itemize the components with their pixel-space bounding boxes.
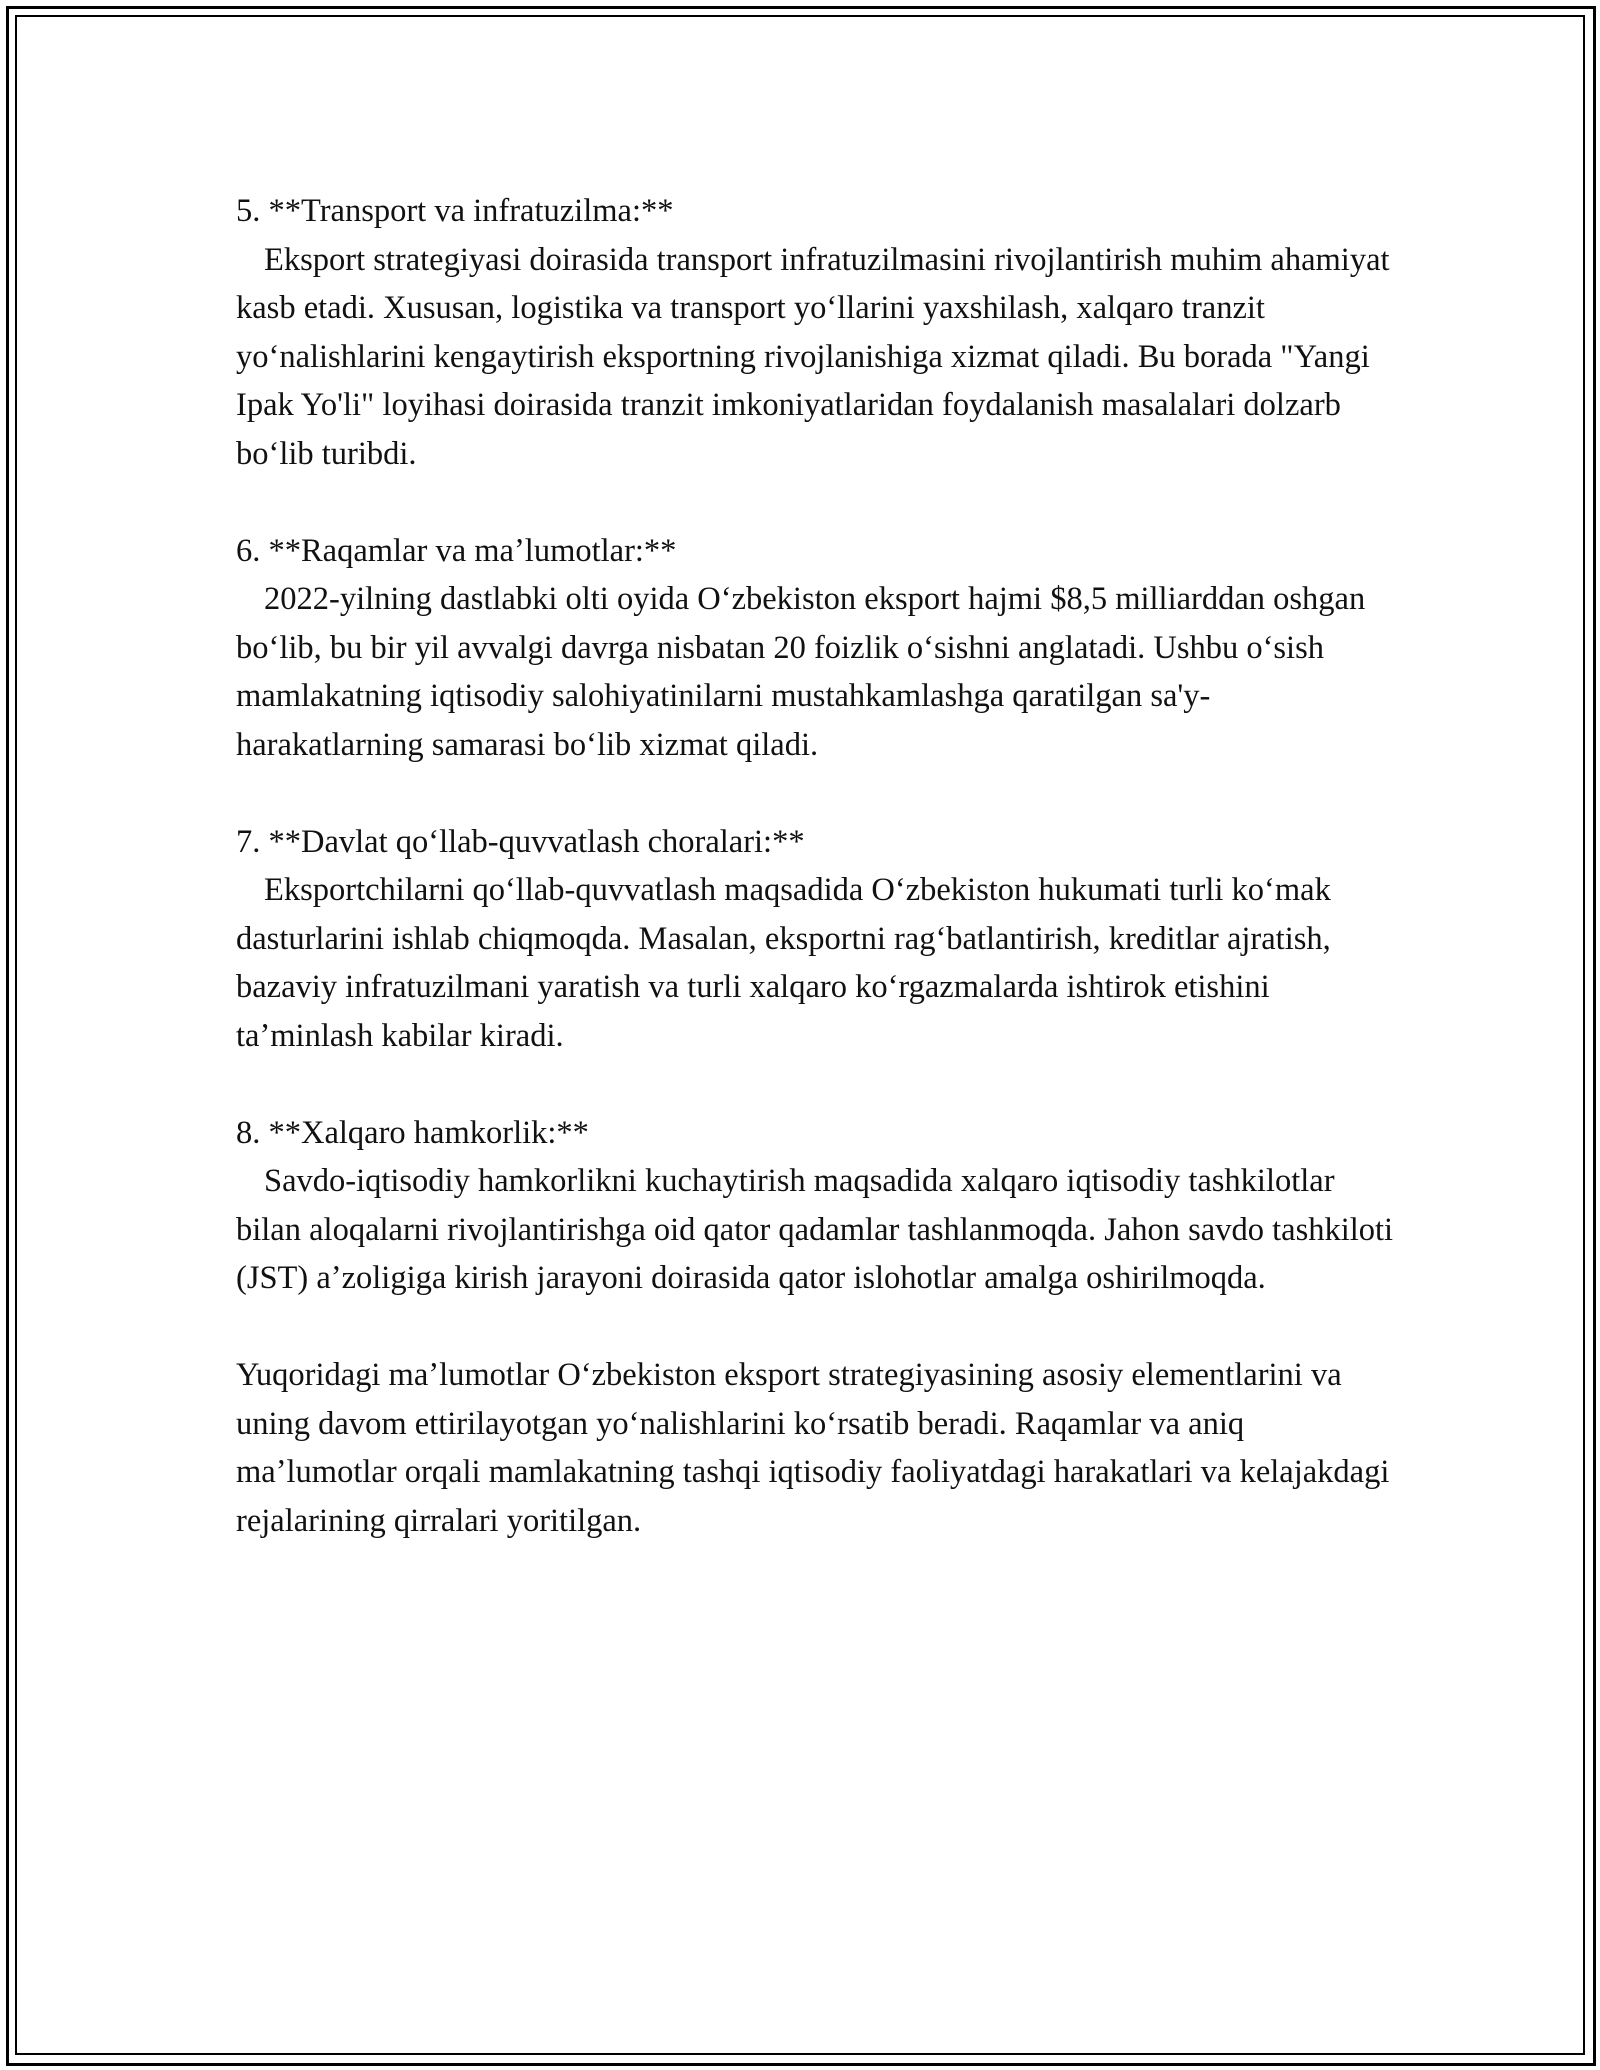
- section-paragraph: 2022-yilning dastlabki olti oyida Oʻzbekiston eksport hajmi $8,5 milliarddan oshgan boʻlib, bu bir yil avvalgi davrga nisbatan 20 foizlik oʻsishni anglatadi. Ushbu oʻsish mamlakatning iqtisodiy salohiyatinilarni mustahkamlashga qaratilgan sa'y-harakatlarning samarasi boʻlib xizmat qiladi.: [236, 581, 1366, 763]
- section-heading: 5. **Transport va infratuzilma:**: [236, 193, 674, 229]
- section-transport: [236, 187, 1396, 478]
- section-paragraph: Savdo-iqtisodiy hamkorlikni kuchaytirish maqsadida xalqaro iqtisodiy tashkilotlar bilan aloqalarni rivojlantirishga oid qator qadamlar tashlanmoqda. Jahon savdo tashkiloti (JST) aʼzoligiga kirish jarayoni doirasida qator islohotlar amalga oshirilmoqda.: [236, 1163, 1394, 1296]
- section-heading: 7. **Davlat qoʻllab-quvvatlash choralari:**: [236, 823, 805, 860]
- section-paragraph: Eksportchilarni qoʻllab-quvvatlash maqsadida Oʻzbekiston hukumati turli koʻmak dasturlarini ishlab chiqmoqda. Masalan, eksportni ragʻbatlantirish, kreditlar ajratish, bazaviy infratuzilmani yaratish va turli xalqaro koʻrgazmalarda ishtirok etishini taʼminlash kabilar kiradi.: [236, 872, 1331, 1054]
- section-international-cooperation: [236, 1109, 1396, 1303]
- section-state-support: [236, 818, 1396, 1061]
- section-figures: [236, 527, 1396, 770]
- document-body: [236, 187, 1396, 1545]
- section-heading: 8. **Xalqaro hamkorlik:**: [236, 1114, 589, 1151]
- section-paragraph: Eksport strategiyasi doirasida transport infratuzilmasini rivojlantirish muhim ahamiyat kasb etadi. Xususan, logistika va transport yoʻllarini yaxshilash, xalqaro tranzit yoʻnalishlarini kengaytirish eksportning rivojlanishiga xizmat qiladi. Bu borada "Yangi Ipak Yo'li" loyihasi doirasida tranzit imkoniyatlaridan foydalanish masalalari dolzarb boʻlib turibdi.: [236, 241, 1390, 472]
- closing-paragraph: Yuqoridagi maʼlumotlar Oʻzbekiston eksport strategiyasining asosiy elementlarini va uning davom ettirilayotgan yoʻnalishlarini koʻrsatib beradi. Raqamlar va aniq maʼlumotlar orqali mamlakatning tashqi iqtisodiy faoliyatdagi harakatlari va kelajakdagi rejalarining qirralari yoritilgan.: [236, 1357, 1390, 1539]
- section-heading: 6. **Raqamlar va maʼlumotlar:**: [236, 532, 677, 569]
